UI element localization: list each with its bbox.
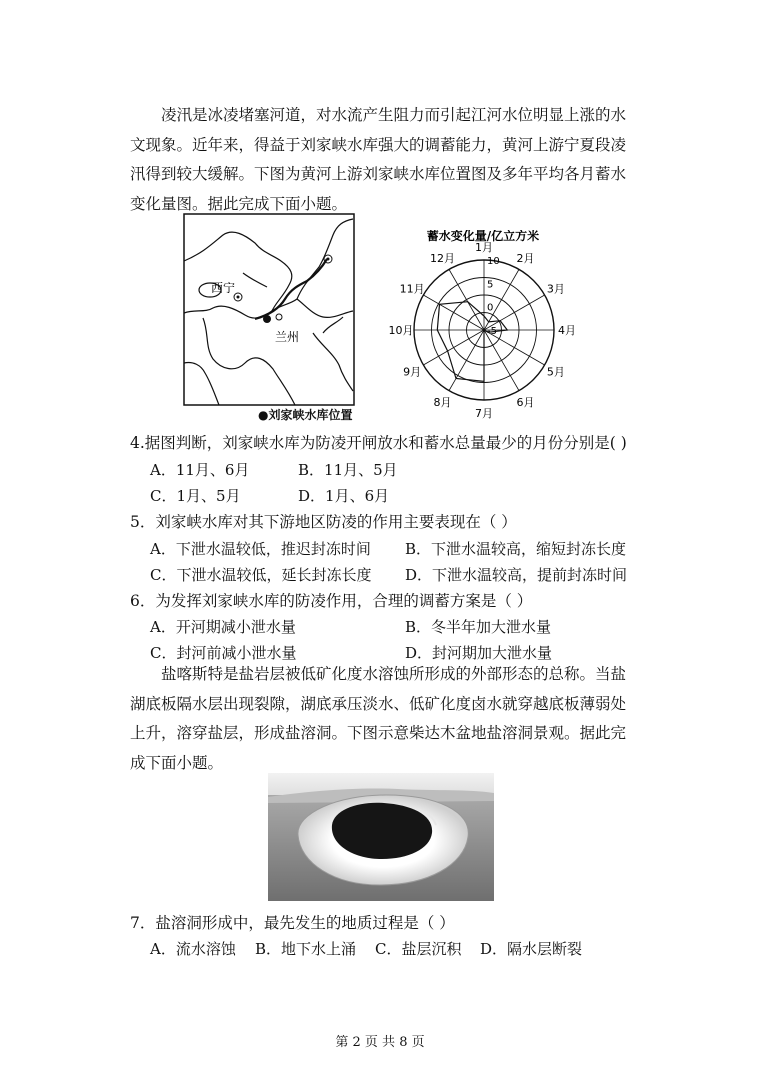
passage-2: 盐喀斯特是盐岩层被低矿化度水溶蚀所形成的外部形态的总称。当盐湖底板隔水层出现裂隙，湖底承压淡水、低矿化度卤水就穿越底板薄弱处上升，溶穿盐层，形成盐溶洞。下图示意柴达木盆地盐溶洞景观。据此完成下面小题。 xyxy=(130,665,627,772)
reservoir-location-map xyxy=(183,213,355,406)
q5-option-b[interactable]: B．下泄水温较高，缩短封冻长度 xyxy=(405,540,627,558)
radar-month-label: 4月 xyxy=(558,324,576,337)
q6-option-b[interactable]: B．冬半年加大泄水量 xyxy=(405,618,552,636)
radar-month-label: 7月 xyxy=(475,407,493,420)
q5-option-d[interactable]: D．下泄水温较高，提前封冻时间 xyxy=(405,566,628,584)
q7-option-b[interactable]: B．地下水上涌 xyxy=(255,940,357,958)
radar-tick-label: 0 xyxy=(487,302,494,314)
q7-option-d[interactable]: D．隔水层断裂 xyxy=(480,940,583,958)
passage-1: 凌汛是冰凌堵塞河道，对水流产生阻力而引起江河水位明显上涨的水文现象。近年来，得益于刘家峡水库强大的调蓄能力，黄河上游宁夏段凌汛得到较大缓解。下图为黄河上游刘家峡水库位置图及多年平均各月蓄水变化量图。据此完成下面小题。 xyxy=(130,106,627,213)
q7-option-c[interactable]: C．盐层沉积 xyxy=(375,940,462,958)
radar-spoke xyxy=(449,330,484,391)
q6-option-a[interactable]: A．开河期减小泄水量 xyxy=(150,618,296,636)
q7-option-a[interactable]: A．流水溶蚀 xyxy=(150,940,236,958)
chart-title: 蓄水变化量/亿立方米 xyxy=(426,230,540,243)
q4-option-a[interactable]: A．11月、6月 xyxy=(150,461,250,479)
radar-spoke xyxy=(484,330,519,391)
q4-option-c[interactable]: C．1月、5月 xyxy=(150,487,241,505)
q6-option-c[interactable]: C．封河前减小泄水量 xyxy=(150,644,297,662)
radar-month-label: 1月 xyxy=(475,241,493,254)
q4-option-b[interactable]: B．11月、5月 xyxy=(298,461,398,479)
radar-month-label: 5月 xyxy=(546,365,565,379)
radar-tick-label: 10 xyxy=(487,256,500,267)
radar-month-label: 11月 xyxy=(399,282,425,296)
radar-tick-label: 5 xyxy=(487,279,494,291)
q6-option-d[interactable]: D．封河期加大泄水量 xyxy=(405,644,553,662)
radar-spoke xyxy=(423,295,484,330)
radar-month-label: 9月 xyxy=(403,365,422,379)
q5-option-a[interactable]: A．下泄水温较低，推迟封冻时间 xyxy=(150,540,371,558)
q7-stem: 7．盐溶洞形成中，最先发生的地质过程是（ ） xyxy=(130,914,455,932)
radar-month-label: 8月 xyxy=(433,395,452,409)
radar-month-label: 12月 xyxy=(430,252,455,266)
q6-stem: 6．为发挥刘家峡水库的防凌作用，合理的调蓄方案是（ ） xyxy=(130,592,533,610)
radar-month-label: 10月 xyxy=(388,324,414,337)
radar-spoke xyxy=(423,330,484,365)
city-label-lanzhou: 兰州 xyxy=(275,330,300,344)
city-label-xining: 西宁 xyxy=(211,281,236,295)
q4-option-d[interactable]: D．1月、6月 xyxy=(298,487,390,505)
q4-stem: 4.据图判断，刘家峡水库为防凌开闸放水和蓄水总量最少的月份分别是( ) xyxy=(130,434,627,452)
q5-stem: 5．刘家峡水库对其下游地区防凌的作用主要表现在（ ） xyxy=(130,513,517,531)
radar-month-label: 3月 xyxy=(546,282,565,296)
q5-option-c[interactable]: C．下泄水温较低，延长封冻长度 xyxy=(150,566,372,584)
radar-spoke xyxy=(449,269,484,330)
salt-cave-photo xyxy=(268,773,494,901)
map-caption: ●刘家峡水库位置 xyxy=(258,408,353,422)
radar-month-label: 2月 xyxy=(516,252,535,266)
radar-month-label: 6月 xyxy=(516,395,535,409)
page-footer: 第 2 页 共 8 页 xyxy=(335,1035,425,1050)
storage-change-radar-chart xyxy=(388,230,593,420)
radar-tick-label: -5 xyxy=(487,326,497,337)
